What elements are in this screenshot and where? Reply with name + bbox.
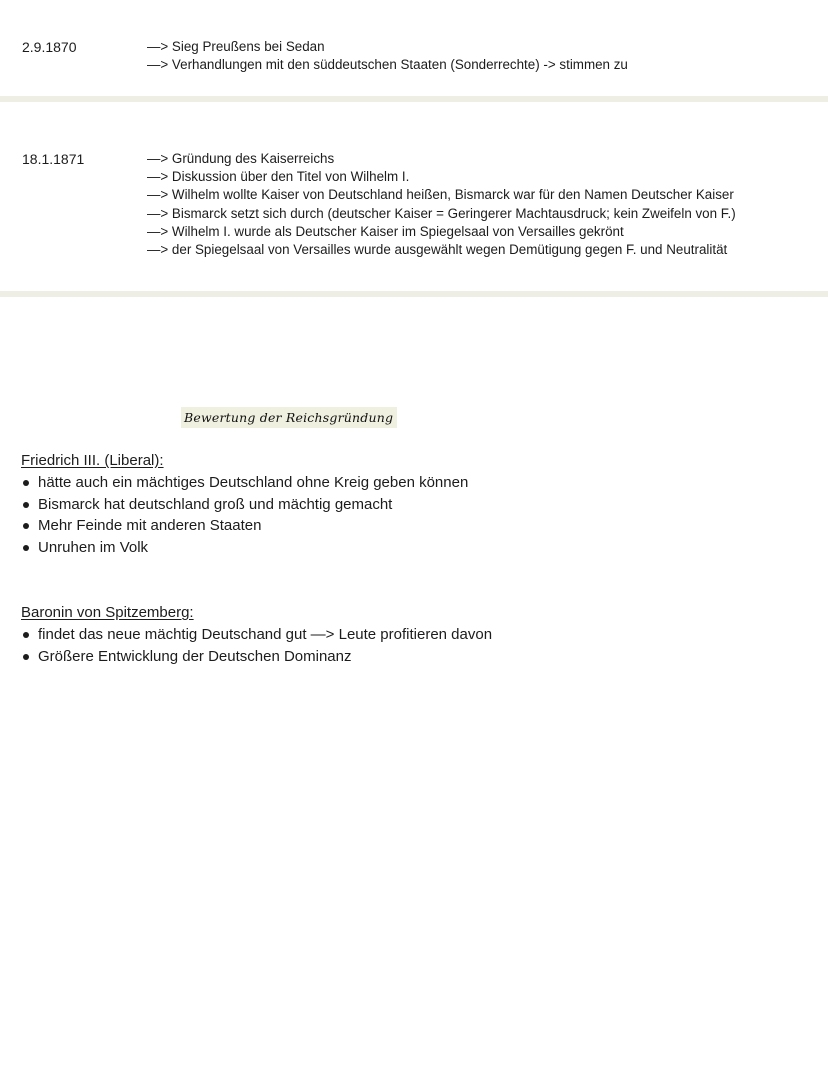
- opinion-point: Unruhen im Volk: [21, 537, 811, 559]
- entry-line: —> Bismarck setzt sich durch (deutscher Kaiser = Geringerer Machtausdruck; kein Zweifeln von F.): [147, 205, 736, 221]
- opinion-title: Friedrich III. (Liberal):: [21, 452, 164, 469]
- opinion-point: findet das neue mächtig Deutschand gut —> Leute profitieren davon: [21, 624, 811, 646]
- opinion-title: Baronin von Spitzemberg:: [21, 604, 194, 621]
- entry-lines: [147, 38, 628, 74]
- opinion-point: hätte auch ein mächtiges Deutschland ohne Kreig geben können: [21, 472, 811, 494]
- entry-line: —> Verhandlungen mit den süddeutschen Staaten (Sonderrechte) -> stimmen zu: [147, 57, 628, 73]
- entry-date: 18.1.1871: [22, 151, 85, 167]
- entry-line: —> Wilhelm I. wurde als Deutscher Kaiser im Spiegelsaal von Versailles gekrönt: [147, 223, 624, 239]
- entry-line: —> Diskussion über den Titel von Wilhelm I.: [147, 169, 410, 185]
- evaluation-heading: Bewertung der Reichsgründung: [181, 407, 397, 428]
- section-divider: [0, 96, 828, 102]
- opinion-points: [21, 624, 811, 667]
- opinion-point: Mehr Feinde mit anderen Staaten: [21, 515, 811, 537]
- opinion-spitzemberg: [21, 603, 811, 667]
- entry-line: —> Wilhelm wollte Kaiser von Deutschland heißen, Bismarck war für den Namen Deutscher Kaiser: [147, 187, 734, 203]
- opinion-point: Größere Entwicklung der Deutschen Dominanz: [21, 646, 811, 668]
- entry-line: —> Gründung des Kaiserreichs: [147, 151, 335, 166]
- section-divider: [0, 291, 828, 297]
- opinion-point: Bismarck hat deutschland groß und mächtig gemacht: [21, 494, 811, 516]
- entry-date: 2.9.1870: [22, 39, 77, 55]
- entry-line: —> Sieg Preußens bei Sedan: [147, 39, 325, 54]
- entry-line: —> der Spiegelsaal von Versailles wurde ausgewählt wegen Demütigung gegen F. und Neutralität: [147, 242, 728, 258]
- opinion-points: [21, 472, 811, 558]
- entry-lines: [147, 150, 736, 259]
- opinion-friedrich: [21, 451, 811, 558]
